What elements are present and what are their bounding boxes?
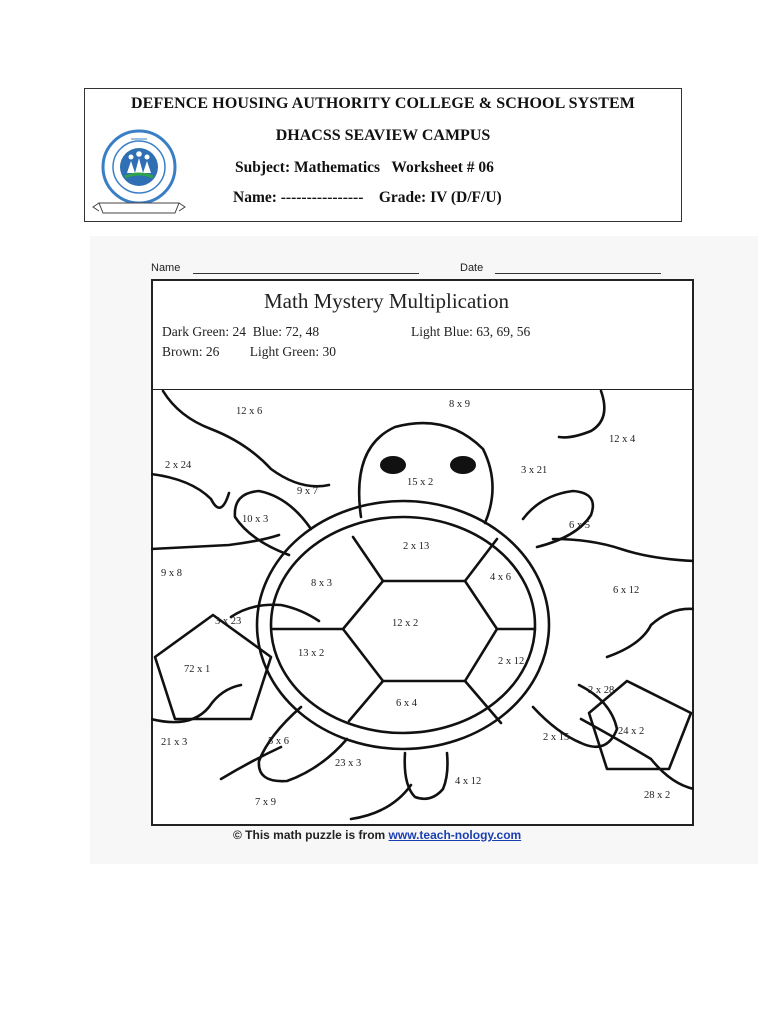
problem-9x7: 9 x 7 bbox=[297, 486, 318, 497]
problem-8x3: 8 x 3 bbox=[311, 578, 332, 589]
problem-12x4: 12 x 4 bbox=[609, 434, 636, 445]
problem-4x12: 4 x 12 bbox=[455, 776, 482, 787]
turtle-outline bbox=[151, 391, 694, 819]
problem-23x3: 23 x 3 bbox=[335, 758, 362, 769]
copyright-footer bbox=[233, 828, 521, 842]
problem-6x4: 6 x 4 bbox=[396, 698, 417, 709]
problem-28x2: 28 x 2 bbox=[644, 790, 671, 801]
color-key-row1: Dark Green: 24 Blue: 72, 48 bbox=[162, 324, 320, 339]
problem-10x3: 10 x 3 bbox=[242, 514, 269, 525]
problem-8x9: 8 x 9 bbox=[449, 399, 470, 410]
problem-9x8: 9 x 8 bbox=[161, 568, 182, 579]
name-label: Name bbox=[151, 262, 181, 274]
subject-worksheet-line: Subject: Mathematics Worksheet # 06 bbox=[235, 159, 494, 176]
problem-2x24: 2 x 24 bbox=[165, 460, 192, 471]
date-label: Date bbox=[460, 262, 484, 274]
campus-name: DHACSS SEAVIEW CAMPUS bbox=[275, 127, 491, 144]
problem-12x6: 12 x 6 bbox=[236, 406, 263, 417]
school-name: DEFENCE HOUSING AUTHORITY COLLEGE & SCHOOL SYSTEM bbox=[131, 95, 635, 112]
problem-2x15: 2 x 15 bbox=[543, 732, 570, 743]
problem-2x13: 2 x 13 bbox=[403, 541, 430, 552]
turtle-eyes bbox=[380, 456, 476, 474]
problem-4x6: 4 x 6 bbox=[490, 572, 511, 583]
problem-13x2: 13 x 2 bbox=[298, 648, 325, 659]
problem-5x6: 5 x 6 bbox=[268, 736, 289, 747]
name-blank bbox=[193, 273, 419, 274]
problem-21x3: 21 x 3 bbox=[161, 737, 188, 748]
date-blank bbox=[495, 273, 661, 274]
color-key-row2: Brown: 26 Light Green: 30 bbox=[162, 344, 336, 359]
problem-2x12: 2 x 12 bbox=[498, 656, 525, 667]
problem-24x2: 24 x 2 bbox=[618, 726, 645, 737]
worksheet-header bbox=[84, 88, 682, 222]
problem-2x28: 2 x 28 bbox=[588, 685, 615, 696]
problem-6x5: 6 x 5 bbox=[569, 520, 590, 531]
problem-72x1: 72 x 1 bbox=[184, 664, 211, 675]
teach-nology-link[interactable]: www.teach-nology.com bbox=[388, 828, 522, 842]
problem-15x2: 15 x 2 bbox=[407, 477, 434, 488]
problem-6x12: 6 x 12 bbox=[613, 585, 640, 596]
problem-12x2: 12 x 2 bbox=[392, 618, 419, 629]
puzzle-title: Math Mystery Multiplication bbox=[264, 289, 509, 313]
turtle-coloring-picture bbox=[151, 389, 694, 826]
problem-3x23: 3 x 23 bbox=[215, 616, 242, 627]
problem-3x21: 3 x 21 bbox=[521, 465, 548, 476]
color-key-row1b: Light Blue: 63, 69, 56 bbox=[411, 324, 531, 339]
problem-7x9: 7 x 9 bbox=[255, 797, 276, 808]
footer-text: © This math puzzle is from bbox=[233, 828, 389, 842]
name-grade-line: Name: ---------------- Grade: IV (D/F/U) bbox=[233, 189, 502, 206]
school-crest-icon bbox=[91, 127, 187, 223]
